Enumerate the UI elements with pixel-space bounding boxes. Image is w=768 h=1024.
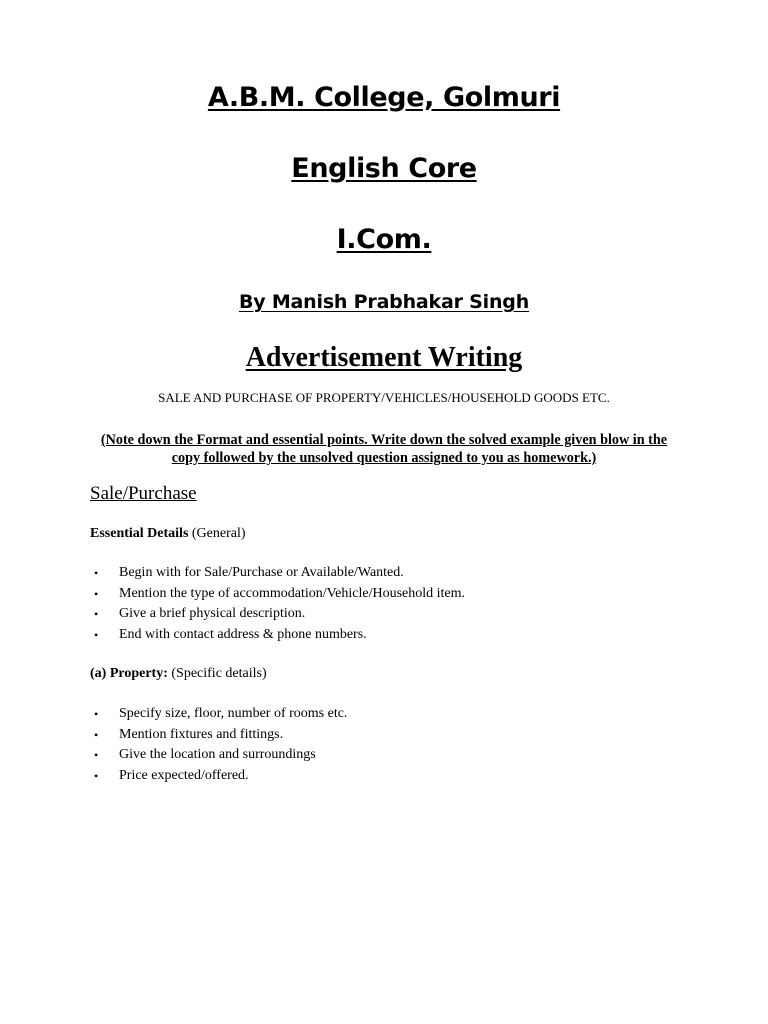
list-item xyxy=(90,745,347,766)
essential-details-qualifier: (General) xyxy=(191,526,246,541)
bullet-icon: • xyxy=(94,607,99,621)
bullet-icon: • xyxy=(94,707,99,721)
list-item-text: Specify size, floor, number of rooms etc. xyxy=(119,706,348,721)
list-item-text: Give a brief physical description. xyxy=(119,606,306,621)
list-item xyxy=(90,563,465,584)
list-item xyxy=(90,766,347,787)
bullet-icon: • xyxy=(94,748,99,762)
list-item-text: End with contact address & phone numbers. xyxy=(119,626,367,642)
bullet-icon: • xyxy=(94,586,99,601)
bullet-icon: • xyxy=(94,768,99,783)
essential-details-heading xyxy=(90,526,246,542)
property-heading xyxy=(90,666,267,682)
essential-details-label: Essential Details xyxy=(90,526,189,541)
list-item xyxy=(90,625,465,646)
bullet-icon: • xyxy=(94,727,99,742)
topic-line: SALE AND PURCHASE OF PROPERTY/VEHICLES/HOUSEHOLD GOODS ETC. xyxy=(158,390,610,405)
course-title: I.Com. xyxy=(336,224,432,255)
author-line: By Manish Prabhakar Singh xyxy=(238,291,530,313)
bullet-icon: • xyxy=(94,566,99,580)
list-item-text: Mention the type of accommodation/Vehicle/Household item. xyxy=(119,585,466,601)
list-item xyxy=(90,704,347,725)
list-item-text: Mention fixtures and fittings. xyxy=(119,726,284,742)
essential-details-list xyxy=(90,563,465,645)
bullet-icon: • xyxy=(94,627,99,642)
list-item xyxy=(90,604,465,625)
college-title: A.B.M. College, Golmuri xyxy=(207,82,561,113)
list-item-text: Begin with for Sale/Purchase or Available/Wanted. xyxy=(119,565,404,580)
property-qualifier: (Specific details) xyxy=(171,666,267,681)
property-details-list xyxy=(90,704,347,786)
section-title: Sale/Purchase xyxy=(90,483,197,504)
list-item xyxy=(90,725,347,746)
list-item xyxy=(90,584,465,605)
document-heading: Advertisement Writing xyxy=(245,342,523,373)
property-label: (a) Property: xyxy=(90,666,168,681)
list-item-text: Give the location and surroundings xyxy=(119,747,316,762)
instruction-note: (Note down the Format and essential points. Write down the solved example given blow in the copy followed by the unsolved question assigned to you as homework.) xyxy=(100,432,668,466)
list-item-text: Price expected/offered. xyxy=(119,767,249,783)
subject-title: English Core xyxy=(291,153,477,184)
